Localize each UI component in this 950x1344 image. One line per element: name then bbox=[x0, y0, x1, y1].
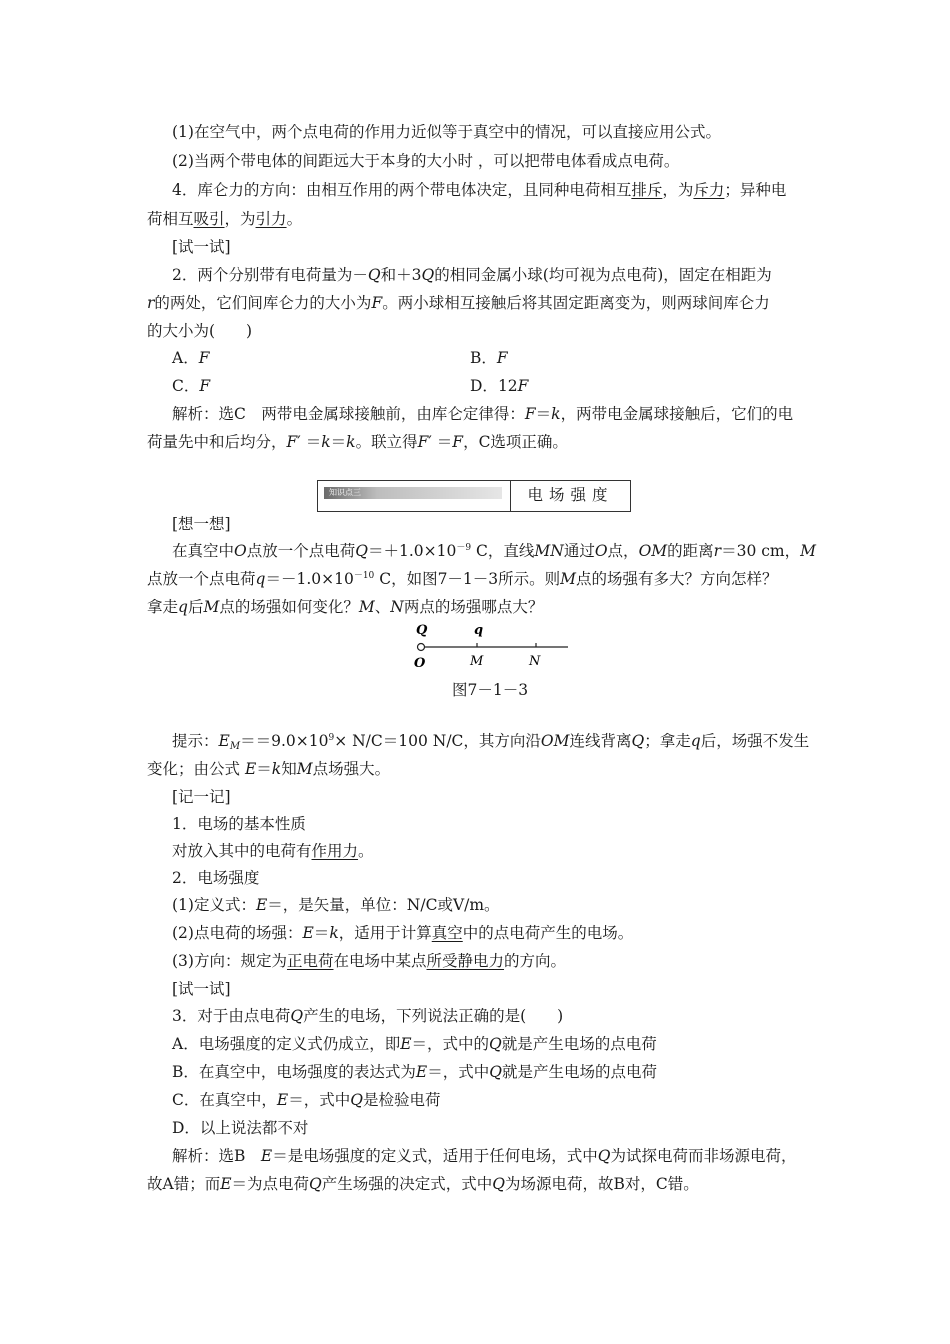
figure-caption: 图7－1－3 bbox=[452, 681, 529, 699]
figure-7-1-3 bbox=[400, 620, 580, 672]
option-b: B．在真空中，电场强度的表达式为E＝，式中Q就是产生电场的点电荷 bbox=[172, 1063, 657, 1081]
problem-text: 在真空中O点放一个点电荷$Q=+1.0\times 10^{-9}$ C，直线MN通过O点，OM的距离r＝30 cm，M bbox=[172, 542, 816, 560]
fig-label-Q: Q bbox=[416, 623, 428, 638]
option-d: D．12F bbox=[470, 377, 529, 395]
section-header bbox=[317, 480, 631, 512]
text-line: 4．库仑力的方向：由相互作用的两个带电体决定，且同种电荷相互排斥，为斥力；异种电 bbox=[172, 181, 787, 199]
fig-label-O: O bbox=[414, 656, 426, 671]
answer-2: 荷量先中和后均分，F′ ＝k＝k。联立得F′ ＝F，C选项正确。 bbox=[147, 433, 568, 451]
fig-label-M: M bbox=[470, 654, 484, 669]
question-3: 3．对于由点电荷Q产生的电场，下列说法正确的是( ) bbox=[172, 1007, 564, 1025]
text-line: (1)定义式：E＝，是矢量，单位：N/C或V/m。 bbox=[172, 896, 500, 914]
section-title: 电场强度 bbox=[527, 486, 614, 504]
text-line: 1．电场的基本性质 bbox=[172, 815, 306, 833]
answer-3: 故A错；而E＝为点电荷Q产生场强的决定式，式中Q为场源电荷，故B对，C错。 bbox=[147, 1175, 699, 1193]
problem-text: 点放一个点电荷$q=-1.0\times 10^{-10}$ C，如图7－1－3所示。则M点的场强有多大？方向怎样？ bbox=[147, 570, 778, 588]
answer-3: 解析：选B E＝是电场强度的定义式，适用于任何电场，式中Q为试探电荷而非场源电荷， bbox=[172, 1147, 797, 1165]
fig-label-q: q bbox=[474, 623, 484, 638]
try-label: [试一试] bbox=[172, 238, 231, 256]
answer-2: 解析：选C 两带电金属球接触前，由库仑定律得：F＝k，两带电金属球接触后，它们的电 bbox=[172, 405, 794, 423]
question-2: 2．两个分别带有电荷量为－Q和＋3Q的相同金属小球(均可视为点电荷)，固定在相距为 bbox=[172, 266, 772, 284]
problem-text: 拿走q后M点的场强如何变化？M、N两点的场强哪点大？ bbox=[147, 598, 544, 616]
text-line: (2)当两个带电体的间距远大于本身的大小时 ，可以把带电体看成点电荷。 bbox=[172, 152, 680, 170]
hint-text: 提示：$E_M==9.0\times 10^9\times N/C=100$ N/C，其方向沿OM连线背离Q；拿走q后，场强不发生 bbox=[172, 732, 810, 752]
text-line: (1)在空气中，两个点电荷的作用力近似等于真空中的情况，可以直接应用公式。 bbox=[172, 123, 721, 141]
question-2: r的两处，它们间库仑力的大小为F。两小球相互接触后将其固定距离变为，则两球间库仑力 bbox=[147, 294, 770, 312]
text-line: 荷相互吸引，为引力。 bbox=[147, 210, 303, 228]
fig-label-N: N bbox=[529, 654, 541, 669]
option-b: B．F bbox=[470, 349, 508, 367]
text-line: 2．电场强度 bbox=[172, 869, 260, 887]
remember-label: [记一记] bbox=[172, 788, 231, 806]
option-a: A．F bbox=[172, 349, 210, 367]
text-line: (3)方向：规定为正电荷在电场中某点所受静电力的方向。 bbox=[172, 952, 567, 970]
hint-text: 变化；由公式 E＝k知M点场强大。 bbox=[147, 760, 391, 778]
section-tag: 知识点三 bbox=[324, 487, 502, 499]
question-2: 的大小为( ) bbox=[147, 322, 253, 340]
option-a: A．电场强度的定义式仍成立，即E＝，式中的Q就是产生电场的点电荷 bbox=[172, 1035, 657, 1053]
option-c: C．在真空中，E＝，式中Q是检验电荷 bbox=[172, 1091, 441, 1109]
option-c: C．F bbox=[172, 377, 211, 395]
try-label: [试一试] bbox=[172, 980, 231, 998]
point-O bbox=[418, 644, 425, 651]
text-line: (2)点电荷的场强：E＝k，适用于计算真空中的点电荷产生的电场。 bbox=[172, 924, 634, 942]
option-d: D．以上说法都不对 bbox=[172, 1119, 309, 1137]
text-line: 对放入其中的电荷有作用力。 bbox=[172, 842, 374, 860]
think-label: [想一想] bbox=[172, 515, 231, 533]
